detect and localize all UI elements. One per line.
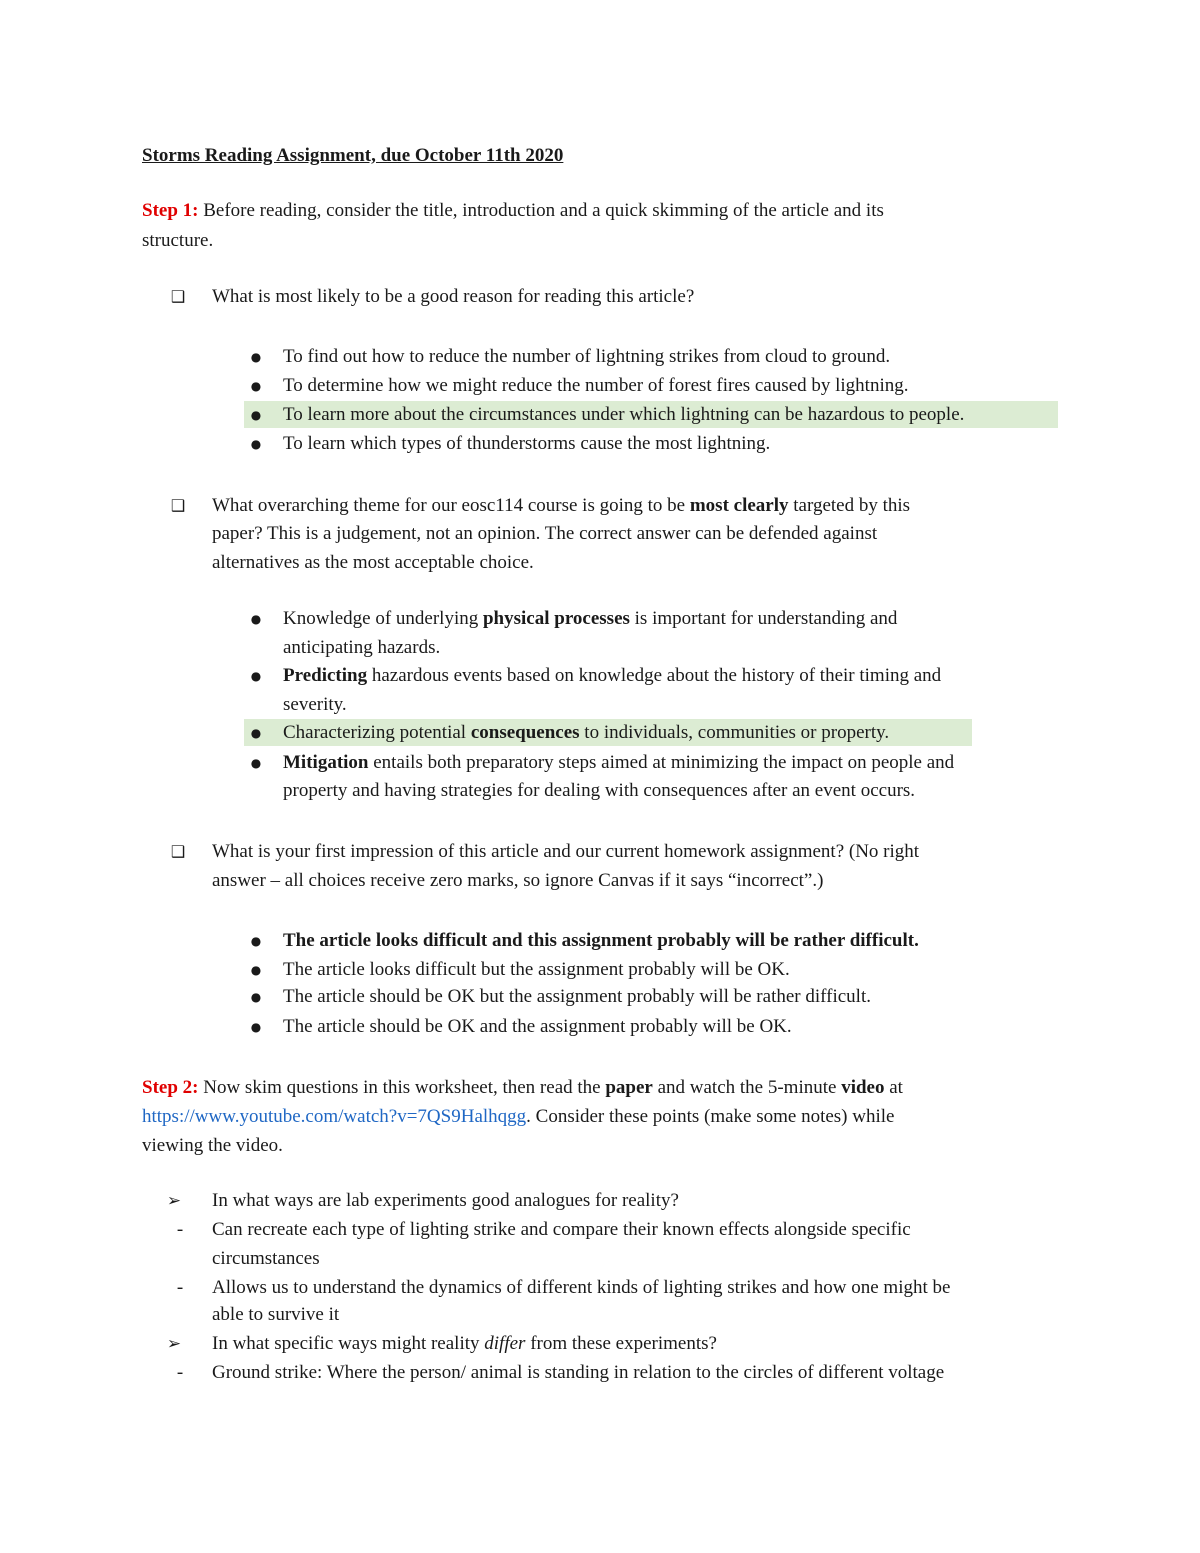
step2-text: . Consider these points (make some notes) while — [526, 1106, 895, 1127]
q1-option-3[interactable]: To learn more about the circumstances under which lightning can be hazardous to people. — [283, 404, 965, 425]
step2-label: Step 2: — [142, 1077, 199, 1098]
bullet-icon: ● — [250, 726, 262, 740]
q1-option-1[interactable]: To find out how to reduce the number of lightning strikes from cloud to ground. — [283, 346, 891, 367]
option-emphasis: Mitigation — [283, 752, 369, 773]
q2-question-cont: alternatives as the most acceptable choice. — [212, 552, 534, 573]
step1-label: Step 1: — [142, 200, 199, 221]
q2-option-4-cont: property and having strategies for dealing with consequences after an event occurs. — [283, 780, 916, 801]
option-text: entails both preparatory steps aimed at minimizing the impact on people and — [368, 752, 955, 773]
option-emphasis: consequences — [470, 722, 580, 743]
q2-option-1[interactable] — [283, 607, 897, 631]
q2-option-2[interactable] — [283, 664, 941, 688]
notes-answer-3: Ground strike: Where the person/ animal is standing in relation to the circles of different voltage — [212, 1362, 945, 1383]
notes-answer-1-cont: circumstances — [212, 1248, 320, 1269]
bullet-icon: ● — [250, 1020, 262, 1034]
bullet-icon: ● — [250, 350, 262, 364]
q2-emphasis: most clearly — [689, 495, 789, 516]
video-link[interactable]: https://www.youtube.com/watch?v=7QS9Halhqgg — [142, 1106, 527, 1127]
option-text: to individuals, communities or property. — [579, 722, 890, 743]
option-text: Knowledge of underlying — [283, 608, 483, 629]
q1-option-4[interactable]: To learn which types of thunderstorms cause the most lightning. — [283, 433, 771, 454]
notes-emphasis: differ — [484, 1333, 526, 1354]
q2-text: targeted by this — [788, 495, 911, 516]
step2-text: and watch the 5-minute — [652, 1077, 842, 1098]
document-title: Storms Reading Assignment, due October 11th 2020 — [142, 145, 564, 166]
notes-text: from these experiments? — [525, 1333, 717, 1354]
notes-text: In what specific ways might reality — [212, 1333, 485, 1354]
bullet-icon: ● — [250, 408, 262, 422]
option-emphasis: physical processes — [482, 608, 630, 629]
dash-bullet-icon: - — [176, 1277, 184, 1298]
q2-question — [212, 494, 910, 518]
bullet-icon: ● — [250, 612, 262, 626]
notes-answer-1: Can recreate each type of lighting strike and compare their known effects alongside specific — [212, 1219, 911, 1240]
q3-question-cont: answer – all choices receive zero marks, so ignore Canvas if it says “incorrect”.) — [212, 870, 824, 891]
arrow-bullet-icon: ➢ — [166, 1334, 182, 1354]
checkbox-icon[interactable]: ❑ — [170, 842, 186, 861]
notes-prompt-2 — [212, 1332, 717, 1356]
step1-text: Before reading, consider the title, introduction and a quick skimming of the article and its — [198, 200, 884, 221]
q1-option-2[interactable]: To determine how we might reduce the number of forest fires caused by lightning. — [283, 375, 909, 396]
step2-paragraph-cont — [142, 1105, 894, 1129]
checkbox-icon[interactable]: ❑ — [170, 287, 186, 306]
option-text: is important for understanding and — [629, 608, 898, 629]
q3-option-2[interactable]: The article looks difficult but the assignment probably will be OK. — [283, 959, 790, 980]
bullet-icon: ● — [250, 963, 262, 977]
dash-bullet-icon: - — [176, 1362, 184, 1383]
q3-question: What is your first impression of this article and our current homework assignment? (No right — [212, 841, 920, 862]
step2-paragraph-cont: viewing the video. — [142, 1135, 283, 1156]
bullet-icon: ● — [250, 756, 262, 770]
bullet-icon: ● — [250, 379, 262, 393]
q3-option-4[interactable]: The article should be OK and the assignment probably will be OK. — [283, 1016, 792, 1037]
bullet-icon: ● — [250, 990, 262, 1004]
q2-question-cont: paper? This is a judgement, not an opinion. The correct answer can be defended against — [212, 523, 878, 544]
step1-paragraph — [142, 199, 884, 223]
notes-answer-2: Allows us to understand the dynamics of different kinds of lighting strikes and how one might be — [212, 1277, 951, 1298]
option-text: Characterizing potential — [283, 722, 471, 743]
step1-text-cont: structure. — [142, 230, 214, 251]
bullet-icon: ● — [250, 669, 262, 683]
step2-emphasis: video — [841, 1077, 885, 1098]
q1-question: What is most likely to be a good reason for reading this article? — [212, 286, 695, 307]
q3-option-1[interactable]: The article looks difficult and this assignment probably will be rather difficult. — [283, 930, 919, 951]
bullet-icon: ● — [250, 437, 262, 451]
option-emphasis: Predicting — [283, 665, 368, 686]
notes-answer-2-cont: able to survive it — [212, 1304, 340, 1325]
q2-option-3[interactable] — [283, 721, 889, 745]
checkbox-icon[interactable]: ❑ — [170, 496, 186, 515]
step2-text: at — [884, 1077, 903, 1098]
q2-option-1-cont: anticipating hazards. — [283, 637, 441, 658]
dash-bullet-icon: - — [176, 1219, 184, 1240]
option-text: hazardous events based on knowledge about the history of their timing and — [367, 665, 942, 686]
step2-paragraph — [142, 1076, 903, 1100]
step2-emphasis: paper — [605, 1077, 653, 1098]
notes-prompt-1: In what ways are lab experiments good analogues for reality? — [212, 1190, 679, 1211]
q2-option-2-cont: severity. — [283, 694, 347, 715]
bullet-icon: ● — [250, 934, 262, 948]
arrow-bullet-icon: ➢ — [166, 1191, 182, 1211]
step2-text: Now skim questions in this worksheet, then read the — [198, 1077, 606, 1098]
q3-option-3[interactable]: The article should be OK but the assignment probably will be rather difficult. — [283, 986, 871, 1007]
q2-option-4[interactable] — [283, 751, 954, 775]
q2-text: What overarching theme for our eosc114 course is going to be — [212, 495, 690, 516]
